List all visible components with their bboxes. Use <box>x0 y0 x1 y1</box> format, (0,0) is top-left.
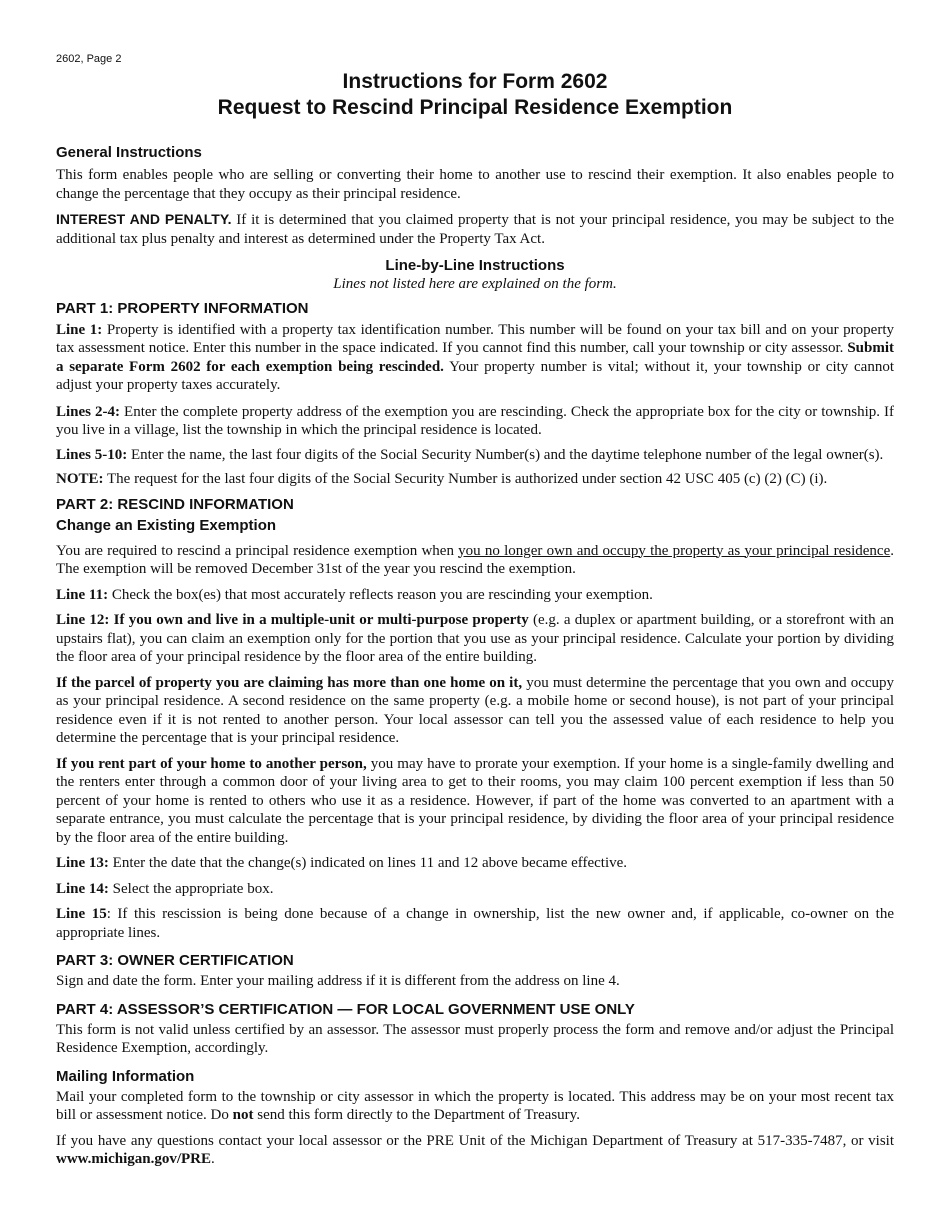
rescind-text-a: You are required to rescind a principal residence exemption when <box>56 542 459 559</box>
line15-paragraph <box>56 905 894 942</box>
lines5-10-paragraph <box>56 446 894 465</box>
pre-website-link[interactable]: www.michigan.gov/PRE <box>56 1151 212 1167</box>
line12-paragraph <box>56 611 894 667</box>
rent-label: If you rent part of your home to another person, <box>56 755 367 772</box>
line1-text: Property is identified with a property tax identification number. This number will be found on your tax bill and on your property tax assessment notice. Enter this number in the space indicated. If you cannot find this number, call your township or city assessor. <box>56 321 894 356</box>
part4-heading: PART 4: ASSESSOR’S CERTIFICATION — FOR LOCAL GOVERNMENT USE ONLY <box>56 1000 635 1018</box>
parcel-label: If the parcel of property you are claiming has more than one home on it, <box>56 674 523 691</box>
part1-heading: PART 1: PROPERTY INFORMATION <box>56 299 309 317</box>
rescind-text-b: . The exemption will be removed December 31st of the year you rescind the exemption. <box>56 542 894 577</box>
part3-heading: PART 3: OWNER CERTIFICATION <box>56 952 294 969</box>
document-body <box>56 143 894 1169</box>
title-line-2: Request to Rescind Principal Residence Exemption <box>217 96 733 119</box>
questions-paragraph <box>56 1132 894 1169</box>
line1-bold-text: Submit a separate Form 2602 for each exemption being rescinded. <box>56 340 894 375</box>
general-paragraph: This form enables people who are selling or converting their home to another use to rescind their exemption. It also enables people to change the percentage that they occupy as their principal residence. <box>56 167 894 202</box>
line15-text: : If this rescission is being done because of a change in ownership, list the new owner and, if applicable, co-owner on the appropriate lines. <box>56 906 894 941</box>
lines2-4-paragraph <box>56 403 894 440</box>
line15-label: Line 15 <box>56 906 107 922</box>
line11-text: Check the box(es) that most accurately reflects reason you are rescinding your exemption. <box>108 586 653 603</box>
part3-paragraph: Sign and date the form. Enter your mailing address if it is different from the address on line 4. <box>56 973 620 989</box>
title-line-1: Instructions for Form 2602 <box>342 70 608 93</box>
note-paragraph <box>56 470 894 489</box>
line13-text: Enter the date that the change(s) indicated on lines 11 and 12 above became effective. <box>108 855 628 871</box>
change-existing-exemption-heading: Change an Existing Exemption <box>56 516 277 534</box>
line13-paragraph <box>56 854 894 873</box>
note-label: NOTE: <box>56 471 104 487</box>
line14-text: Select the appropriate box. <box>108 880 274 897</box>
questions-text-a: If you have any questions contact your local assessor or the PRE Unit of the Michigan Department of Treasury at 517-335-7487, or visit <box>56 1132 894 1149</box>
parcel-text: you must determine the percentage that you own and occupy as your principal residence. A second residence on the same property (e.g. a mobile home or second house), is not part of your principal residence even if it is not rented to another person. Your local assessor can tell you the assessed value of each residence to help you determine the percentage that is your principal residence. <box>56 674 895 746</box>
line12-text: (e.g. a duplex or apartment building, or a storefront with an upstairs flat), you can claim an exemption only for the portion that you use as your principal residence. Calculate your portion by dividing the floor area of your principal residence by the floor area of the entire building. <box>56 612 894 665</box>
mailing-text-a: Mail your completed form to the township or city assessor in which the property is located. This address may be on your most recent tax bill or assessment notice. Do <box>56 1088 894 1123</box>
interest-penalty-text: If it is determined that you claimed property that is not your principal residence, you may be subject to the additional tax plus penalty and interest as determined under the Property Tax Act. <box>56 212 894 247</box>
rent-text: you may have to prorate your exemption. If your home is a single-family dwelling and the renters enter through a common door of your living area to get to their rooms, you may claim 100 percent exemption if less than 50 percent of your home is rented to others who use it as a residence. However, if part of the home was converted to an apartment with a separate entrance, you must calculate the percentage that is your principal residence, by dividing the floor area of your principal residence by the floor area of the entire building. <box>56 755 895 846</box>
line12-label: Line 12: If you own and live in a multiple-unit or multi-purpose property <box>56 612 529 628</box>
mailing-information-heading: Mailing Information <box>56 1067 195 1085</box>
lines2-4-text: Enter the complete property address of the exemption you are rescinding. Check the appropriate box for the city or township. If you live in a village, list the township in which the principal residence is located. <box>56 403 894 438</box>
lines5-10-label: Lines 5-10: <box>56 446 128 463</box>
document-title <box>56 69 894 121</box>
line14-paragraph <box>56 880 894 899</box>
rescind-required-paragraph <box>56 542 894 579</box>
line11-paragraph <box>56 586 894 605</box>
page-label: 2602, Page 2 <box>56 53 122 65</box>
rent-paragraph <box>56 755 894 848</box>
line11-label: Line 11: <box>56 586 109 603</box>
line1-paragraph <box>56 321 894 395</box>
part4-paragraph: This form is not valid unless certified by an assessor. The assessor must properly process the form and remove and/or adjust the Principal Residence Exemption, accordingly. <box>56 1021 894 1056</box>
line1-label: Line 1: <box>56 321 103 338</box>
part2-heading: PART 2: RESCIND INFORMATION <box>56 495 294 513</box>
line14-label: Line 14: <box>56 880 109 897</box>
interest-penalty-label: INTEREST AND PENALTY. <box>56 211 232 227</box>
mailing-paragraph <box>56 1088 894 1125</box>
questions-text-b: . <box>211 1151 215 1167</box>
line13-label: Line 13: <box>56 855 109 871</box>
line1-text-2: Your property number is vital; without it, your township or city cannot adjust your property taxes accurately. <box>56 358 894 393</box>
general-instructions-heading: General Instructions <box>56 144 202 161</box>
lines2-4-label: Lines 2-4: <box>56 403 121 420</box>
line-by-line-subtitle: Lines not listed here are explained on the form. <box>333 276 617 292</box>
rescind-underlined-text: you no longer own and occupy the property as your principal residence <box>458 542 891 559</box>
note-text: The request for the last four digits of the Social Security Number is authorized under section 42 USC 405 (c) (2) (C) (i). <box>103 471 828 487</box>
mailing-text-b: send this form directly to the Department of Treasury. <box>253 1107 580 1123</box>
parcel-paragraph <box>56 674 894 748</box>
mailing-bold-not: not <box>232 1107 254 1123</box>
lines5-10-text: Enter the name, the last four digits of the Social Security Number(s) and the daytime telephone number of the legal owner(s). <box>127 446 884 463</box>
line-by-line-heading: Line-by-Line Instructions <box>385 257 565 274</box>
interest-penalty-paragraph <box>56 210 894 248</box>
